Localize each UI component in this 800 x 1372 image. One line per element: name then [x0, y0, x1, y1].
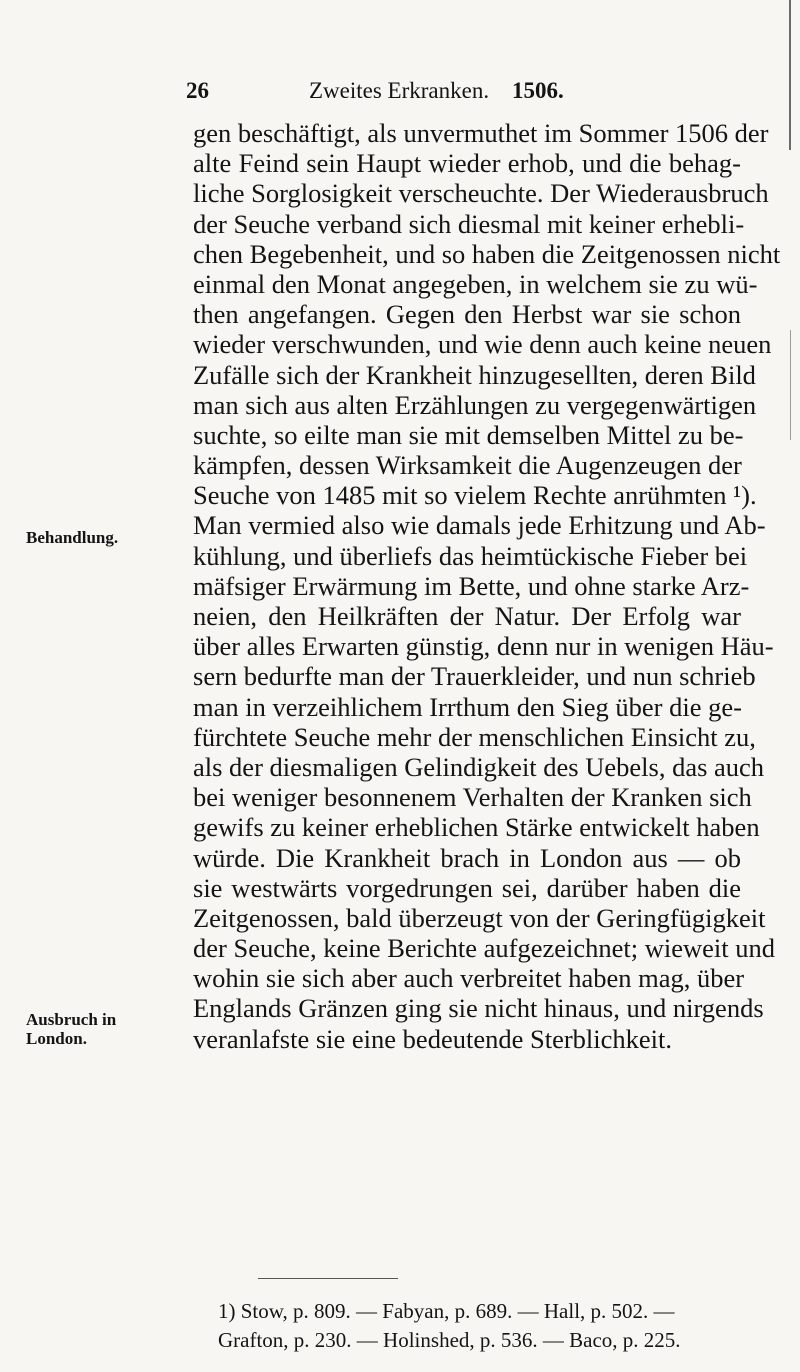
text-line: gen beschäftigt, als unvermuthet im Sommer 1506 der: [193, 118, 769, 148]
text-line: Zufälle sich der Krankheit hinzugesellten, deren Bild: [193, 359, 756, 390]
text-line: suchte, so eilte man sie mit demselben Mittel zu be-: [193, 419, 744, 450]
page-edge-line: [789, 0, 791, 150]
page-number: 26: [186, 78, 209, 103]
text-line: man in verzeihlichem Irrthum den Sieg über die ge-: [193, 691, 742, 722]
margin-note-ausbruch: Ausbruch in London.: [26, 1010, 117, 1048]
text-line: würde. Die Krankheit brach in London aus — ob: [193, 842, 741, 873]
text-line: der Seuche verband sich diesmal mit keiner erhebli-: [193, 208, 745, 239]
text-line: alte Feind sein Haupt wieder erhob, und die behag-: [193, 148, 741, 179]
text-line: neien, den Heilkräften der Natur. Der Erfolg war: [193, 601, 741, 631]
footnote-line: 1) Stow, p. 809. — Fabyan, p. 689. — Hall, p. 502. —: [218, 1299, 675, 1323]
text-line: mäfsiger Erwärmung im Bette, und ohne starke Arz-: [193, 570, 750, 601]
text-line: Seuche von 1485 mit so vielem Rechte anrühmten ¹).: [193, 480, 757, 511]
margin-note-behandlung: Behandlung.: [26, 528, 119, 547]
text-line: als der diesmaligen Gelindigkeit des Uebels, das auch: [193, 751, 765, 782]
running-title: Zweites Erkranken.: [309, 78, 490, 103]
header-year: 1506.: [512, 78, 564, 103]
text-line: kühlung, und überliefs das heimtückische Fieber bei: [193, 540, 748, 571]
footnotes: [218, 1297, 738, 1355]
text-line: wohin sie sich aber auch verbreitet haben mag, über: [193, 963, 745, 994]
text-line: Englands Gränzen ging sie nicht hinaus, und nirgends: [193, 993, 764, 1024]
text-line: kämpfen, dessen Wirksamkeit die Augenzeugen der: [193, 450, 742, 481]
text-line: Man vermied also wie damals jede Erhitzung und Ab-: [193, 510, 766, 541]
text-line: wieder verschwunden, und wie denn auch keine neuen: [193, 329, 772, 360]
text-line: man sich aus alten Erzählungen zu vergegenwärtigen: [193, 389, 757, 420]
text-line: then angefangen. Gegen den Herbst war sie schon: [193, 299, 741, 330]
text-line: Zeitgenossen, bald überzeugt von der Geringfügigkeit: [193, 902, 766, 933]
text-line: veranlafste sie eine bedeutende Sterblichkeit.: [193, 1023, 673, 1054]
text-line: bei weniger besonnenem Verhalten der Kranken sich: [193, 782, 752, 813]
text-line: der Seuche, keine Berichte aufgezeichnet; wieweit und: [193, 933, 776, 964]
page-edge-line-lower: [790, 330, 791, 440]
text-line: liche Sorglosigkeit verscheuchte. Der Wiederausbruch: [193, 178, 769, 209]
body-text: [193, 118, 781, 1054]
text-line: sern bedurfte man der Trauerkleider, und nun schrieb: [193, 661, 756, 692]
text-line: sie westwärts vorgedrungen sei, darüber haben die: [193, 872, 741, 903]
footnote-rule: [258, 1278, 398, 1279]
text-line: fürchtete Seuche mehr der menschlichen Einsicht zu,: [193, 721, 756, 752]
footnote-line: Grafton, p. 230. — Holinshed, p. 536. — Baco, p. 225.: [218, 1328, 681, 1352]
text-line: über alles Erwarten günstig, denn nur in wenigen Häu-: [193, 631, 774, 662]
text-line: einmal den Monat angegeben, in welchem sie zu wü-: [193, 268, 758, 299]
text-line: gewifs zu keiner erheblichen Stärke entwickelt haben: [193, 812, 760, 843]
text-line: chen Begebenheit, und so haben die Zeitgenossen nicht: [193, 238, 781, 269]
